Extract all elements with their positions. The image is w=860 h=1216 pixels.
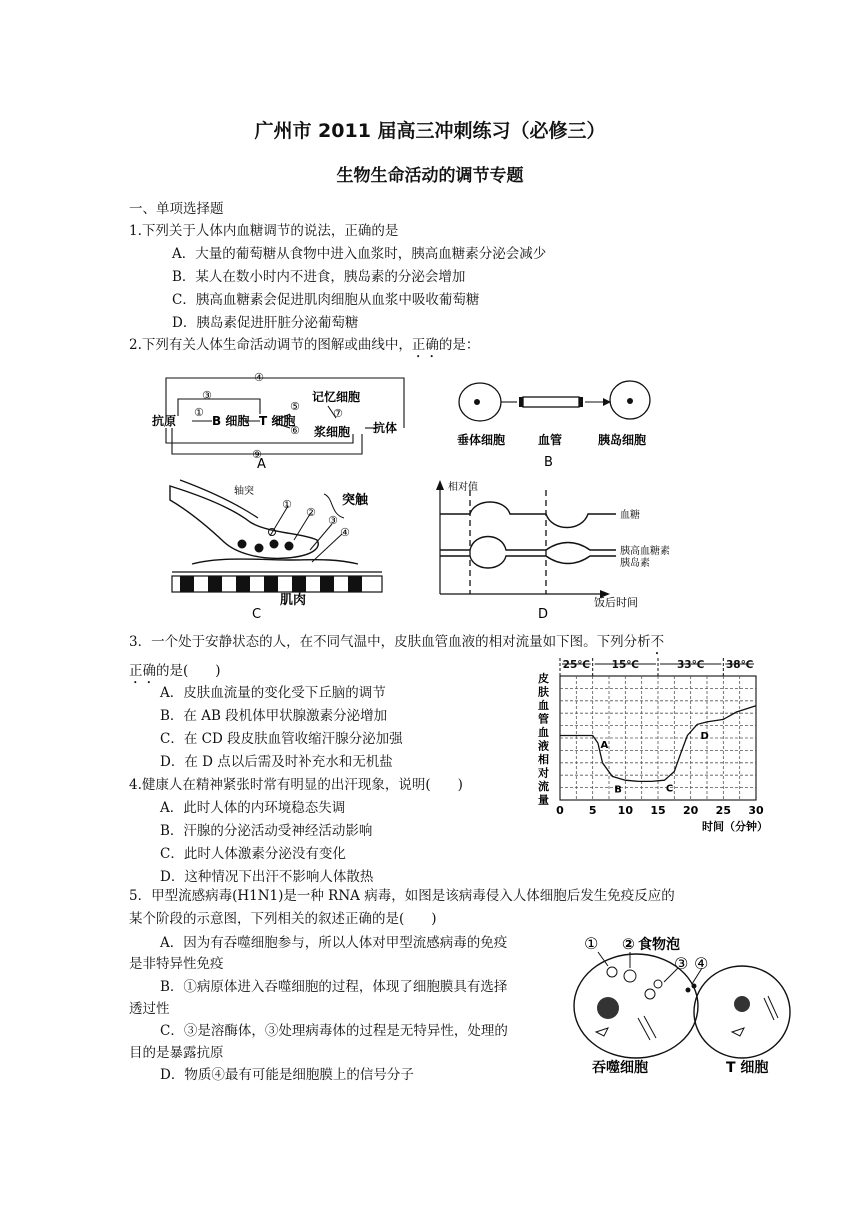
fig-d-label: D xyxy=(538,607,549,622)
q3-stem-line1 xyxy=(129,633,664,658)
chart-temperature-label: 25℃ xyxy=(562,659,590,671)
fig-c-muscle: 肌肉 xyxy=(280,593,307,608)
fig-a-circle-9: ⑨ xyxy=(252,448,262,461)
q5-phagocyte-diagram xyxy=(568,932,798,1080)
fig-c-circle-2: ② xyxy=(306,506,316,519)
chart-ylabel xyxy=(537,671,549,807)
chart-temperature-bands xyxy=(560,658,754,676)
q3-stem-emphasis-correct: 正确 xyxy=(129,663,156,679)
chart-temperature-label: 15℃ xyxy=(611,659,639,671)
chart-point-labels xyxy=(601,731,709,795)
section-heading: 一、单项选择题 xyxy=(129,201,224,217)
chart-x-tick: 30 xyxy=(748,804,764,817)
chart-ylabel-char: 液 xyxy=(538,739,549,753)
chart-ylabel-char: 量 xyxy=(538,793,549,807)
q5-option-c-line1: C．③是溶酶体，③处理病毒体的过程是无特异性，处理的 xyxy=(160,1023,508,1039)
q1-stem: 1.下列关于人体内血糖调节的说法，正确的是 xyxy=(129,223,399,239)
q2-stem-pre: 2.下列有关人体生命活动调节的图解或曲线中， xyxy=(129,337,412,353)
q2-stem-emphasis: 正确 xyxy=(411,337,439,353)
q5-option-a-line1: A．因为有吞噬细胞参与，所以人体对甲型流感病毒的免疫 xyxy=(160,935,508,951)
q3-stem-post: 的是( ) xyxy=(156,663,221,679)
page-title: 广州市 2011 届高三冲刺练习（必修三） xyxy=(254,120,606,142)
chart-xlabel: 时间（分钟） xyxy=(702,820,768,833)
figure-d-curves xyxy=(430,478,700,622)
fig-a-tcell: T 细胞 xyxy=(259,414,296,428)
q5-fig-circle-2: ② xyxy=(622,935,635,953)
q3-blood-flow-chart xyxy=(534,656,774,836)
fig-a-plasma-cell: 浆细胞 xyxy=(314,425,351,439)
chart-point-label: C xyxy=(665,783,674,795)
chart-ylabel-char: 肤 xyxy=(538,685,549,699)
fig-d-glucose: 血糖 xyxy=(620,510,640,521)
fig-a-circle-1: ① xyxy=(194,406,204,419)
chart-x-tick: 5 xyxy=(588,804,597,817)
fig-d-glucagon: 胰高血糖素 xyxy=(620,546,670,557)
q5-stem-line1: 5．甲型流感病毒(H1N1)是一种 RNA 病毒，如图是该病毒侵入人体细胞后发生免疫反应的 xyxy=(129,888,675,904)
fig-a-circle-3: ③ xyxy=(202,389,212,402)
q5-fig-circle-4: ④ xyxy=(694,954,709,973)
q5-fig-tcell: T 细胞 xyxy=(726,1060,769,1076)
q5-option-b-line1: B．①病原体进入吞噬细胞的过程，体现了细胞膜具有选择 xyxy=(160,979,508,995)
fig-d-ylabel: 相对值 xyxy=(448,482,478,493)
q5-option-d: D．物质④最有可能是细胞膜上的信号分子 xyxy=(160,1067,414,1083)
chart-point-label: D xyxy=(700,731,709,743)
q5-option-c-line2: 目的是暴露抗原 xyxy=(129,1045,224,1061)
q2-stem-post: 的是： xyxy=(438,337,480,353)
chart-point-label: A xyxy=(600,739,609,751)
fig-a-label: A xyxy=(257,457,266,472)
chart-temperature-label: 33℃ xyxy=(677,659,705,671)
q4-option-b: B．汗腺的分泌活动受神经活动影响 xyxy=(160,823,373,839)
q1-option-b: B．某人在数小时内不进食，胰岛素的分泌会增加 xyxy=(172,269,466,285)
q3-option-a: A．皮肤血流量的变化受下丘脑的调节 xyxy=(160,685,386,701)
q4-option-c: C．此时人体激素分泌没有变化 xyxy=(160,846,346,862)
chart-ylabel-char: 流 xyxy=(538,780,549,793)
chart-ylabel-char: 对 xyxy=(538,766,549,780)
q3-option-d: D．在 D 点以后需及时补充水和无机盐 xyxy=(160,754,393,770)
chart-ylabel-char: 皮 xyxy=(538,672,549,685)
chart-ylabel-char: 血 xyxy=(538,726,549,739)
chart-ylabel-char: 相 xyxy=(538,753,549,766)
chart-x-tick: 25 xyxy=(715,804,731,817)
fig-a-memory-cell: 记忆细胞 xyxy=(312,390,361,404)
q3-stem-pre: 3．一个处于安静状态的人，在不同气温中，皮肤血管血液的相对流量如下图。下列分析 xyxy=(129,634,651,650)
chart-x-tick: 20 xyxy=(683,804,699,817)
chart-temperature-label: 38℃ xyxy=(726,659,754,671)
q5-fig-circle-3: ③ xyxy=(674,954,689,973)
page-subtitle: 生物生命活动的调节专题 xyxy=(336,166,524,186)
chart-x-ticks xyxy=(556,804,764,817)
q4-option-a: A．此时人体的内环境稳态失调 xyxy=(160,800,346,816)
fig-a-circle-6: ⑥ xyxy=(290,424,300,437)
fig-d-insulin: 胰岛素 xyxy=(620,558,650,569)
chart-x-tick: 10 xyxy=(617,804,633,817)
fig-b-islet: 胰岛细胞 xyxy=(598,433,647,447)
q5-option-a-line2: 是非特异性免疫 xyxy=(129,956,224,972)
q5-fig-circle-1: ① xyxy=(584,934,599,953)
chart-ylabel-char: 管 xyxy=(538,712,549,726)
q3-option-b: B．在 AB 段机体甲状腺激素分泌增加 xyxy=(160,708,388,724)
q5-stem-line2: 某个阶段的示意图，下列相关的叙述正确的是( ) xyxy=(129,911,437,927)
chart-x-tick: 0 xyxy=(556,804,564,817)
q1-option-a: A．大量的葡萄糖从食物中进入血浆时，胰高血糖素分泌会减少 xyxy=(172,246,547,262)
fig-c-circle-1: ① xyxy=(282,498,292,511)
fig-b-pituitary: 垂体细胞 xyxy=(457,433,506,447)
q2-stem xyxy=(129,336,479,361)
q3-stem-emphasis-not: 不 xyxy=(650,634,665,650)
q5-fig-food-vacuole: 食物泡 xyxy=(638,937,680,953)
q5-fig-phagocyte: 吞噬细胞 xyxy=(592,1060,648,1076)
fig-a-circle-5: ⑤ xyxy=(290,400,300,413)
fig-b-vessel: 血管 xyxy=(538,433,563,447)
q1-option-d: D．胰岛素促进肝脏分泌葡萄糖 xyxy=(172,315,359,331)
fig-a-antibody: 抗体 xyxy=(373,421,398,435)
chart-ylabel-char: 血 xyxy=(538,699,549,712)
q5-option-b-line2: 透过性 xyxy=(129,1001,170,1017)
chart-x-tick: 15 xyxy=(650,804,666,817)
q1-option-c: C．胰高血糖素会促进肌肉细胞从血浆中吸收葡萄糖 xyxy=(172,292,480,308)
q4-option-d: D．这种情况下出汗不影响人体散热 xyxy=(160,869,374,885)
fig-a-bcell: B 细胞 xyxy=(212,414,250,428)
figure-b-hormone-diagram xyxy=(455,370,665,470)
fig-a-circle-4: ④ xyxy=(254,371,264,384)
chart-point-label: B xyxy=(614,784,622,796)
fig-a-antigen: 抗原 xyxy=(152,414,177,428)
fig-a-circle-7: ⑦ xyxy=(333,407,343,420)
fig-c-circle-3: ③ xyxy=(328,514,338,527)
figure-a-immune-diagram xyxy=(150,366,420,472)
fig-c-synapse: 突触 xyxy=(342,493,369,508)
figure-c-synapse-diagram xyxy=(162,478,394,622)
fig-d-xlabel: 饭后时间 xyxy=(594,596,638,609)
fig-c-label: C xyxy=(252,607,262,622)
fig-b-label: B xyxy=(544,455,553,470)
fig-c-circle-4: ④ xyxy=(340,526,350,539)
q4-stem: 4.健康人在精神紧张时常有明显的出汗现象，说明( ) xyxy=(129,777,463,793)
fig-c-axon: 轴突 xyxy=(234,486,254,497)
q3-option-c: C．在 CD 段皮肤血管收缩汗腺分泌加强 xyxy=(160,731,403,747)
